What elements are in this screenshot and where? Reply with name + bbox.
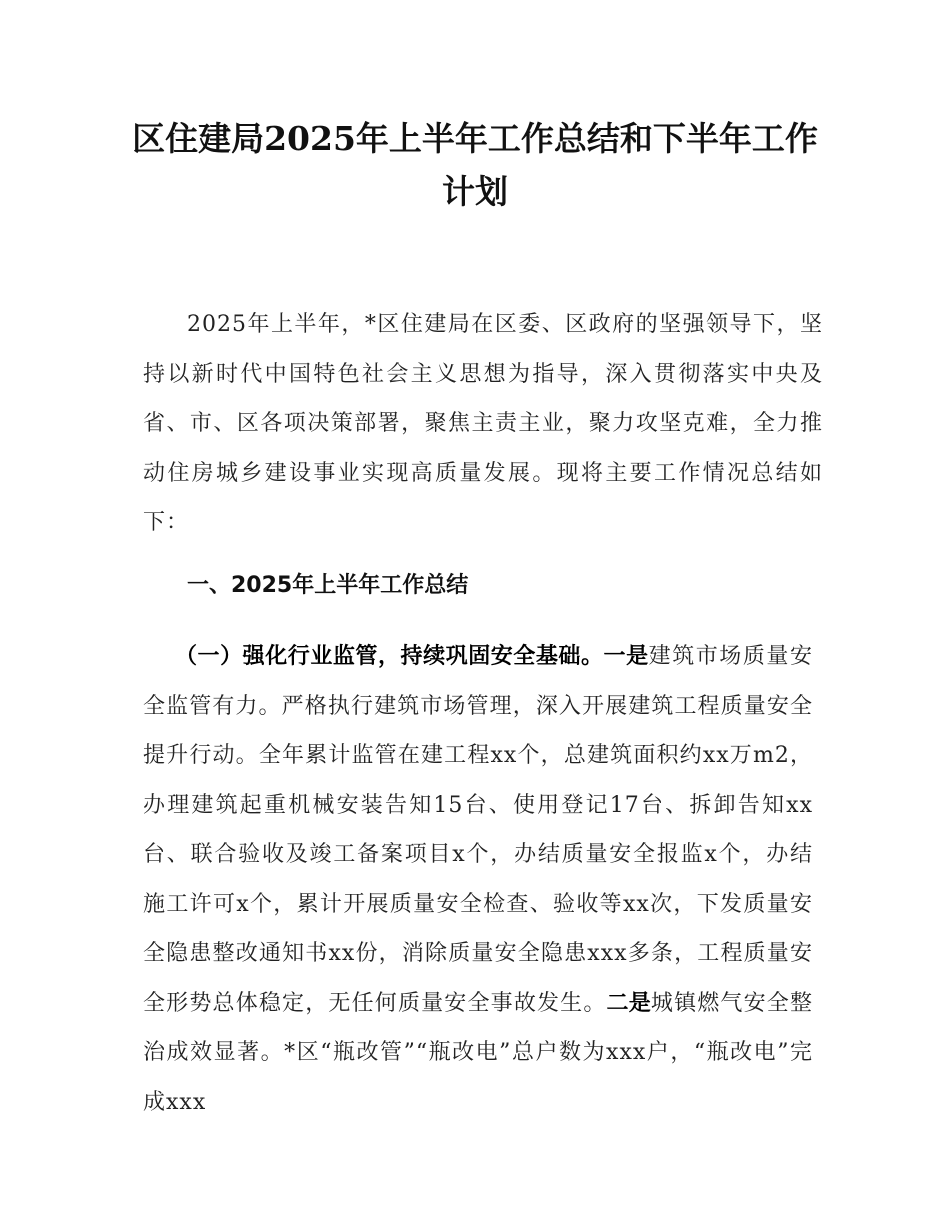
section-heading: 一、2025年上半年工作总结 bbox=[187, 573, 469, 598]
point-2-text: 城镇燃气安全整治成效显著。*区“瓶改管”“瓶改电”总户数为xxx户，“瓶改电”完成xxx bbox=[143, 990, 813, 1115]
subsection-heading: （一）强化行业监管，持续巩固安全基础。 bbox=[175, 644, 604, 669]
document-title: 区住建局2025年上半年工作总结和下半年工作计划 bbox=[132, 119, 818, 211]
intro-paragraph: 2025年上半年，*区住建局在区委、区政府的坚强领导下，坚持以新时代中国特色社会主义思想为指导，深入贯彻落实中央及省、市、区各项决策部署，聚焦主责主业，聚力攻坚克难，全力推动住房城乡建设事业实现高质量发展。现将主要工作情况总结如下： bbox=[143, 312, 823, 535]
point-1-text: 建筑市场质量安全监管有力。严格执行建筑市场管理，深入开展建筑工程质量安全提升行动。全年累计监管在建工程xx个，总建筑面积约xx万m2，办理建筑起重机械安装告知15台、使用登记17台、拆卸告知xx台、联合验收及竣工备案项目x个，办结质量安全报监x个，办结施工许可x个，累计开展质量安全检查、验收等xx次，下发质量安全隐患整改通知书xx份，消除质量安全隐患xxx多条，工程质量安全形势总体稳定，无任何质量安全事故发生。 bbox=[143, 644, 813, 1016]
subsection-paragraph bbox=[143, 632, 813, 1127]
point-1-label: 一是 bbox=[603, 644, 649, 669]
point-2-label: 二是 bbox=[606, 990, 651, 1016]
